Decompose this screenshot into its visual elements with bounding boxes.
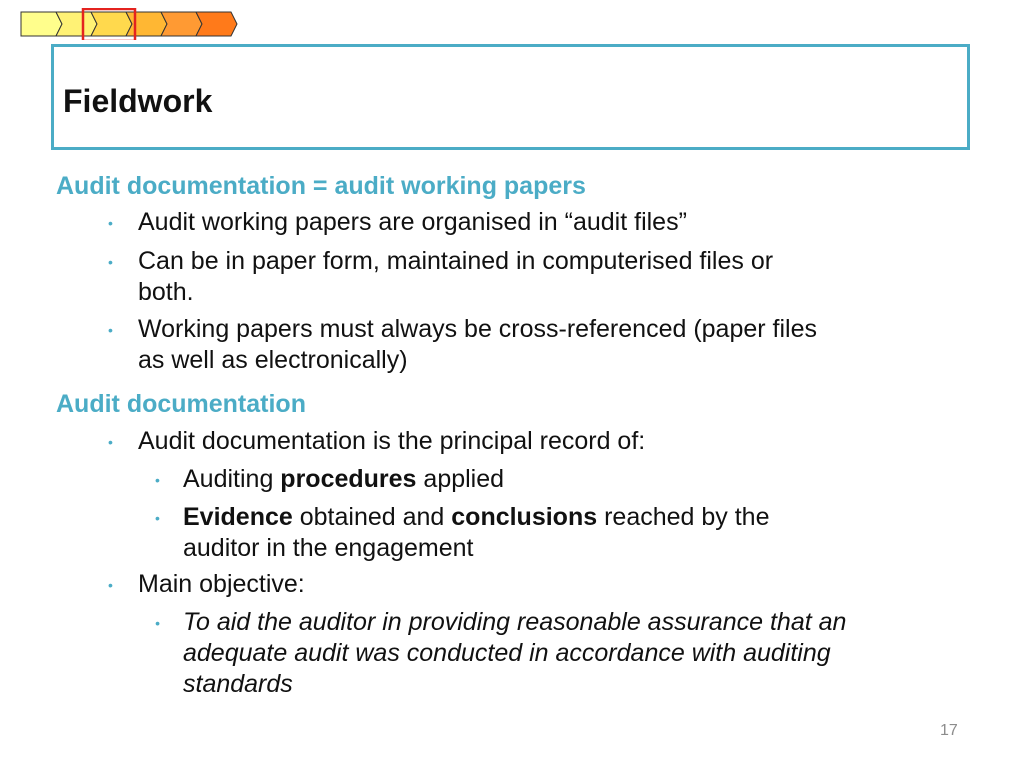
bullet-icon: • <box>108 215 113 231</box>
bullet-icon: • <box>108 254 113 270</box>
subbullet-text-line2: auditor in the engagement <box>183 534 474 562</box>
text-run: applied <box>416 465 505 493</box>
subbullet-text-line3: standards <box>183 670 293 698</box>
slide-title: Fieldwork <box>63 83 213 119</box>
bullet-text-line2: as well as electronically) <box>138 346 408 374</box>
bullet-icon: • <box>108 577 113 593</box>
bold-run: Evidence <box>183 503 293 531</box>
bullet-text-line1: Can be in paper form, maintained in computerised files or <box>138 247 774 275</box>
bullet-icon: • <box>108 322 113 338</box>
bullet-icon: • <box>155 615 160 631</box>
bullet-text: Audit working papers are organised in “audit files” <box>138 208 687 236</box>
bold-run: conclusions <box>451 503 598 531</box>
bullet-icon: • <box>108 434 113 450</box>
text-run: Auditing <box>183 465 281 493</box>
bullet-icon: • <box>155 510 160 526</box>
bold-run: procedures <box>280 465 417 493</box>
bullet-text-line1: Working papers must always be cross-referenced (paper files <box>138 315 817 343</box>
bullet-text-line2: both. <box>138 278 194 306</box>
section-heading-working-papers: Audit documentation = audit working papers <box>56 172 586 200</box>
subbullet-text-line1: To aid the auditor in providing reasonable assurance that an <box>183 608 847 636</box>
bullet-text: Audit documentation is the principal record of: <box>138 427 646 455</box>
text-run: reached by the <box>597 503 770 531</box>
subbullet-text-line1 <box>183 502 973 533</box>
bullet-text: Main objective: <box>138 570 305 598</box>
subbullet-text <box>183 464 973 495</box>
subbullet-text-line2: adequate audit was conducted in accordance with auditing <box>183 639 831 667</box>
bullet-icon: • <box>155 472 160 488</box>
text-run: obtained and <box>292 503 452 531</box>
section-heading-audit-documentation: Audit documentation <box>56 390 306 418</box>
page-number: 17 <box>940 722 958 739</box>
